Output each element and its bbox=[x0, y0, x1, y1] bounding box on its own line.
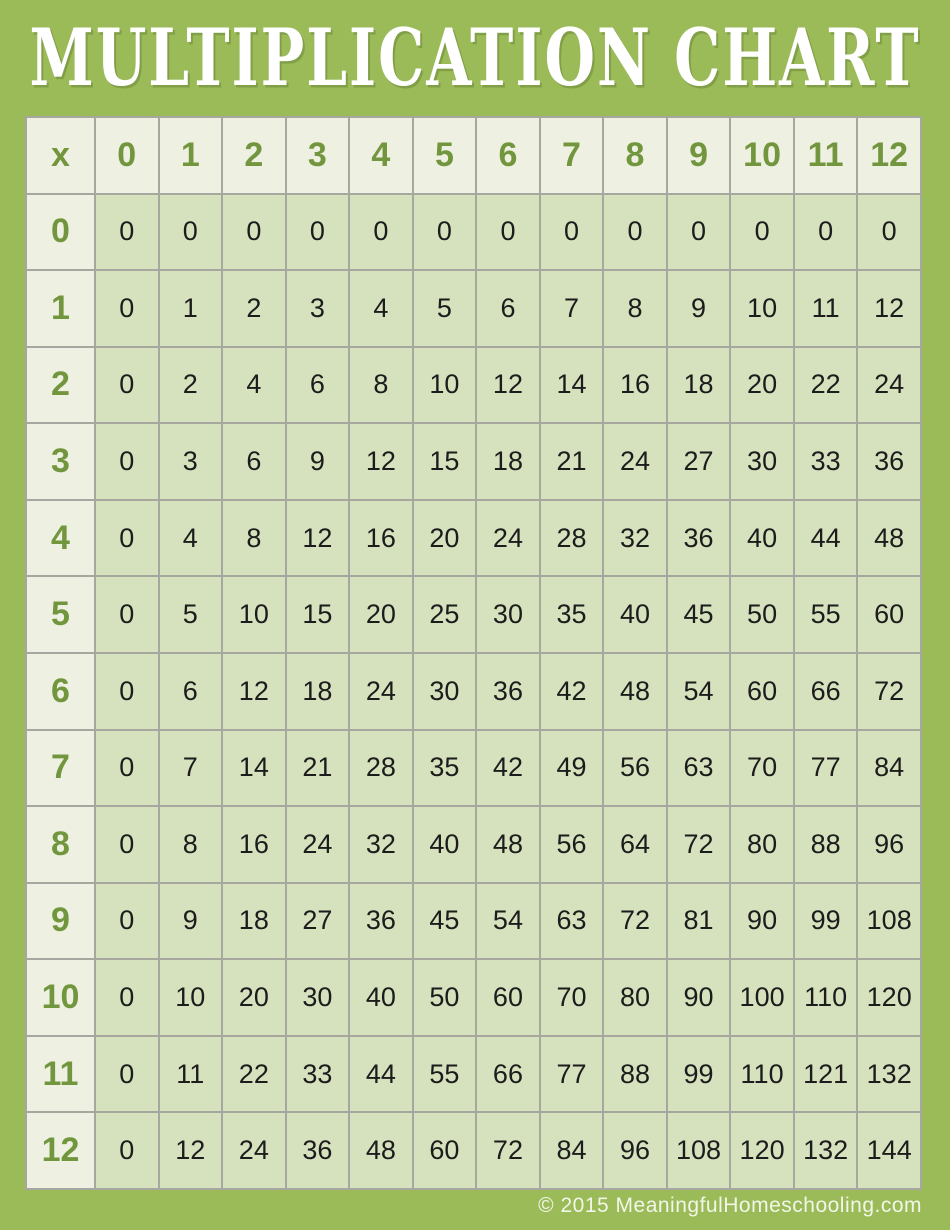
value-cell: 12 bbox=[286, 500, 350, 577]
value-cell: 10 bbox=[222, 576, 286, 653]
value-cell: 55 bbox=[413, 1036, 477, 1113]
value-cell: 48 bbox=[603, 653, 667, 730]
value-cell: 48 bbox=[857, 500, 921, 577]
value-cell: 48 bbox=[476, 806, 540, 883]
value-cell: 66 bbox=[476, 1036, 540, 1113]
value-cell: 27 bbox=[286, 883, 350, 960]
value-cell: 0 bbox=[95, 1036, 159, 1113]
column-header-cell: 1 bbox=[159, 117, 223, 194]
value-cell: 49 bbox=[540, 730, 604, 807]
column-header-cell: 10 bbox=[730, 117, 794, 194]
table-row bbox=[26, 423, 921, 500]
value-cell: 0 bbox=[95, 959, 159, 1036]
value-cell: 20 bbox=[413, 500, 477, 577]
value-cell: 88 bbox=[603, 1036, 667, 1113]
row-header-cell: 2 bbox=[26, 347, 95, 424]
value-cell: 0 bbox=[857, 194, 921, 271]
value-cell: 0 bbox=[540, 194, 604, 271]
copyright-text: © 2015 MeaningfulHomeschooling.com bbox=[538, 1194, 922, 1217]
value-cell: 30 bbox=[286, 959, 350, 1036]
value-cell: 22 bbox=[222, 1036, 286, 1113]
value-cell: 14 bbox=[540, 347, 604, 424]
value-cell: 22 bbox=[794, 347, 858, 424]
table-row bbox=[26, 653, 921, 730]
value-cell: 70 bbox=[730, 730, 794, 807]
value-cell: 54 bbox=[476, 883, 540, 960]
value-cell: 50 bbox=[413, 959, 477, 1036]
value-cell: 0 bbox=[667, 194, 731, 271]
value-cell: 40 bbox=[413, 806, 477, 883]
value-cell: 110 bbox=[730, 1036, 794, 1113]
value-cell: 40 bbox=[730, 500, 794, 577]
value-cell: 0 bbox=[413, 194, 477, 271]
value-cell: 35 bbox=[540, 576, 604, 653]
value-cell: 80 bbox=[730, 806, 794, 883]
row-header-cell: 1 bbox=[26, 270, 95, 347]
value-cell: 15 bbox=[413, 423, 477, 500]
value-cell: 18 bbox=[286, 653, 350, 730]
value-cell: 27 bbox=[667, 423, 731, 500]
value-cell: 36 bbox=[349, 883, 413, 960]
value-cell: 99 bbox=[794, 883, 858, 960]
value-cell: 40 bbox=[603, 576, 667, 653]
value-cell: 36 bbox=[857, 423, 921, 500]
value-cell: 144 bbox=[857, 1112, 921, 1189]
value-cell: 45 bbox=[413, 883, 477, 960]
value-cell: 0 bbox=[349, 194, 413, 271]
value-cell: 8 bbox=[349, 347, 413, 424]
column-header-cell: 2 bbox=[222, 117, 286, 194]
value-cell: 36 bbox=[476, 653, 540, 730]
column-header-cell: 5 bbox=[413, 117, 477, 194]
value-cell: 24 bbox=[222, 1112, 286, 1189]
value-cell: 99 bbox=[667, 1036, 731, 1113]
value-cell: 21 bbox=[540, 423, 604, 500]
value-cell: 0 bbox=[95, 730, 159, 807]
value-cell: 0 bbox=[95, 806, 159, 883]
value-cell: 6 bbox=[476, 270, 540, 347]
table-row bbox=[26, 194, 921, 271]
value-cell: 1 bbox=[159, 270, 223, 347]
value-cell: 45 bbox=[667, 576, 731, 653]
table-row bbox=[26, 270, 921, 347]
value-cell: 60 bbox=[413, 1112, 477, 1189]
value-cell: 0 bbox=[95, 1112, 159, 1189]
value-cell: 132 bbox=[857, 1036, 921, 1113]
value-cell: 0 bbox=[222, 194, 286, 271]
value-cell: 0 bbox=[159, 194, 223, 271]
value-cell: 110 bbox=[794, 959, 858, 1036]
value-cell: 60 bbox=[730, 653, 794, 730]
value-cell: 28 bbox=[349, 730, 413, 807]
value-cell: 132 bbox=[794, 1112, 858, 1189]
value-cell: 18 bbox=[222, 883, 286, 960]
value-cell: 80 bbox=[603, 959, 667, 1036]
row-header-cell: 6 bbox=[26, 653, 95, 730]
value-cell: 0 bbox=[95, 347, 159, 424]
value-cell: 2 bbox=[222, 270, 286, 347]
column-header-cell: 3 bbox=[286, 117, 350, 194]
value-cell: 35 bbox=[413, 730, 477, 807]
value-cell: 10 bbox=[159, 959, 223, 1036]
value-cell: 33 bbox=[286, 1036, 350, 1113]
value-cell: 0 bbox=[95, 500, 159, 577]
row-header-cell: 4 bbox=[26, 500, 95, 577]
value-cell: 32 bbox=[349, 806, 413, 883]
value-cell: 96 bbox=[857, 806, 921, 883]
value-cell: 30 bbox=[730, 423, 794, 500]
value-cell: 20 bbox=[730, 347, 794, 424]
value-cell: 18 bbox=[667, 347, 731, 424]
column-header-cell: 0 bbox=[95, 117, 159, 194]
value-cell: 72 bbox=[857, 653, 921, 730]
value-cell: 7 bbox=[540, 270, 604, 347]
value-cell: 16 bbox=[222, 806, 286, 883]
value-cell: 12 bbox=[476, 347, 540, 424]
value-cell: 56 bbox=[603, 730, 667, 807]
value-cell: 44 bbox=[349, 1036, 413, 1113]
value-cell: 15 bbox=[286, 576, 350, 653]
value-cell: 72 bbox=[476, 1112, 540, 1189]
value-cell: 9 bbox=[667, 270, 731, 347]
value-cell: 36 bbox=[286, 1112, 350, 1189]
value-cell: 120 bbox=[857, 959, 921, 1036]
value-cell: 3 bbox=[159, 423, 223, 500]
value-cell: 2 bbox=[159, 347, 223, 424]
value-cell: 6 bbox=[159, 653, 223, 730]
corner-cell: x bbox=[26, 117, 95, 194]
value-cell: 24 bbox=[857, 347, 921, 424]
table-row bbox=[26, 1112, 921, 1189]
value-cell: 0 bbox=[286, 194, 350, 271]
value-cell: 81 bbox=[667, 883, 731, 960]
value-cell: 16 bbox=[603, 347, 667, 424]
value-cell: 11 bbox=[794, 270, 858, 347]
value-cell: 0 bbox=[95, 194, 159, 271]
value-cell: 40 bbox=[349, 959, 413, 1036]
value-cell: 20 bbox=[222, 959, 286, 1036]
value-cell: 72 bbox=[603, 883, 667, 960]
value-cell: 0 bbox=[95, 883, 159, 960]
table-row bbox=[26, 347, 921, 424]
value-cell: 30 bbox=[476, 576, 540, 653]
value-cell: 12 bbox=[857, 270, 921, 347]
value-cell: 24 bbox=[476, 500, 540, 577]
value-cell: 4 bbox=[159, 500, 223, 577]
value-cell: 108 bbox=[667, 1112, 731, 1189]
value-cell: 20 bbox=[349, 576, 413, 653]
row-header-cell: 7 bbox=[26, 730, 95, 807]
table-row bbox=[26, 806, 921, 883]
value-cell: 72 bbox=[667, 806, 731, 883]
value-cell: 8 bbox=[603, 270, 667, 347]
value-cell: 8 bbox=[222, 500, 286, 577]
table-row bbox=[26, 959, 921, 1036]
column-header-cell: 11 bbox=[794, 117, 858, 194]
value-cell: 64 bbox=[603, 806, 667, 883]
value-cell: 32 bbox=[603, 500, 667, 577]
value-cell: 0 bbox=[95, 270, 159, 347]
row-header-cell: 3 bbox=[26, 423, 95, 500]
row-header-cell: 10 bbox=[26, 959, 95, 1036]
value-cell: 25 bbox=[413, 576, 477, 653]
value-cell: 42 bbox=[476, 730, 540, 807]
value-cell: 63 bbox=[667, 730, 731, 807]
value-cell: 0 bbox=[794, 194, 858, 271]
value-cell: 54 bbox=[667, 653, 731, 730]
value-cell: 11 bbox=[159, 1036, 223, 1113]
value-cell: 77 bbox=[540, 1036, 604, 1113]
value-cell: 5 bbox=[413, 270, 477, 347]
value-cell: 96 bbox=[603, 1112, 667, 1189]
value-cell: 120 bbox=[730, 1112, 794, 1189]
value-cell: 0 bbox=[95, 423, 159, 500]
value-cell: 60 bbox=[857, 576, 921, 653]
value-cell: 12 bbox=[222, 653, 286, 730]
table-row bbox=[26, 500, 921, 577]
value-cell: 0 bbox=[730, 194, 794, 271]
value-cell: 100 bbox=[730, 959, 794, 1036]
value-cell: 0 bbox=[603, 194, 667, 271]
value-cell: 56 bbox=[540, 806, 604, 883]
column-header-cell: 8 bbox=[603, 117, 667, 194]
value-cell: 24 bbox=[603, 423, 667, 500]
value-cell: 70 bbox=[540, 959, 604, 1036]
row-header-cell: 11 bbox=[26, 1036, 95, 1113]
value-cell: 108 bbox=[857, 883, 921, 960]
value-cell: 18 bbox=[476, 423, 540, 500]
value-cell: 121 bbox=[794, 1036, 858, 1113]
value-cell: 9 bbox=[159, 883, 223, 960]
value-cell: 10 bbox=[730, 270, 794, 347]
value-cell: 88 bbox=[794, 806, 858, 883]
row-header-cell: 8 bbox=[26, 806, 95, 883]
row-header-cell: 0 bbox=[26, 194, 95, 271]
multiplication-table bbox=[25, 116, 922, 1190]
value-cell: 5 bbox=[159, 576, 223, 653]
value-cell: 90 bbox=[667, 959, 731, 1036]
value-cell: 60 bbox=[476, 959, 540, 1036]
value-cell: 63 bbox=[540, 883, 604, 960]
row-header-cell: 12 bbox=[26, 1112, 95, 1189]
value-cell: 7 bbox=[159, 730, 223, 807]
value-cell: 36 bbox=[667, 500, 731, 577]
value-cell: 4 bbox=[349, 270, 413, 347]
value-cell: 42 bbox=[540, 653, 604, 730]
value-cell: 66 bbox=[794, 653, 858, 730]
table-row bbox=[26, 576, 921, 653]
value-cell: 24 bbox=[349, 653, 413, 730]
column-header-cell: 7 bbox=[540, 117, 604, 194]
value-cell: 28 bbox=[540, 500, 604, 577]
row-header-cell: 5 bbox=[26, 576, 95, 653]
value-cell: 10 bbox=[413, 347, 477, 424]
row-header-cell: 9 bbox=[26, 883, 95, 960]
value-cell: 0 bbox=[95, 653, 159, 730]
value-cell: 14 bbox=[222, 730, 286, 807]
value-cell: 44 bbox=[794, 500, 858, 577]
value-cell: 33 bbox=[794, 423, 858, 500]
value-cell: 24 bbox=[286, 806, 350, 883]
value-cell: 48 bbox=[349, 1112, 413, 1189]
value-cell: 55 bbox=[794, 576, 858, 653]
value-cell: 12 bbox=[349, 423, 413, 500]
value-cell: 0 bbox=[95, 576, 159, 653]
table-row bbox=[26, 730, 921, 807]
column-header-cell: 9 bbox=[667, 117, 731, 194]
value-cell: 0 bbox=[476, 194, 540, 271]
value-cell: 8 bbox=[159, 806, 223, 883]
value-cell: 6 bbox=[286, 347, 350, 424]
value-cell: 30 bbox=[413, 653, 477, 730]
value-cell: 12 bbox=[159, 1112, 223, 1189]
value-cell: 16 bbox=[349, 500, 413, 577]
value-cell: 9 bbox=[286, 423, 350, 500]
value-cell: 21 bbox=[286, 730, 350, 807]
page-title: MULTIPLICATION CHART bbox=[29, 11, 921, 104]
column-header-cell: 6 bbox=[476, 117, 540, 194]
table-header-row bbox=[26, 117, 921, 194]
value-cell: 84 bbox=[540, 1112, 604, 1189]
column-header-cell: 12 bbox=[857, 117, 921, 194]
value-cell: 3 bbox=[286, 270, 350, 347]
value-cell: 50 bbox=[730, 576, 794, 653]
value-cell: 84 bbox=[857, 730, 921, 807]
value-cell: 90 bbox=[730, 883, 794, 960]
table-row bbox=[26, 883, 921, 960]
value-cell: 4 bbox=[222, 347, 286, 424]
column-header-cell: 4 bbox=[349, 117, 413, 194]
value-cell: 6 bbox=[222, 423, 286, 500]
table-row bbox=[26, 1036, 921, 1113]
value-cell: 77 bbox=[794, 730, 858, 807]
